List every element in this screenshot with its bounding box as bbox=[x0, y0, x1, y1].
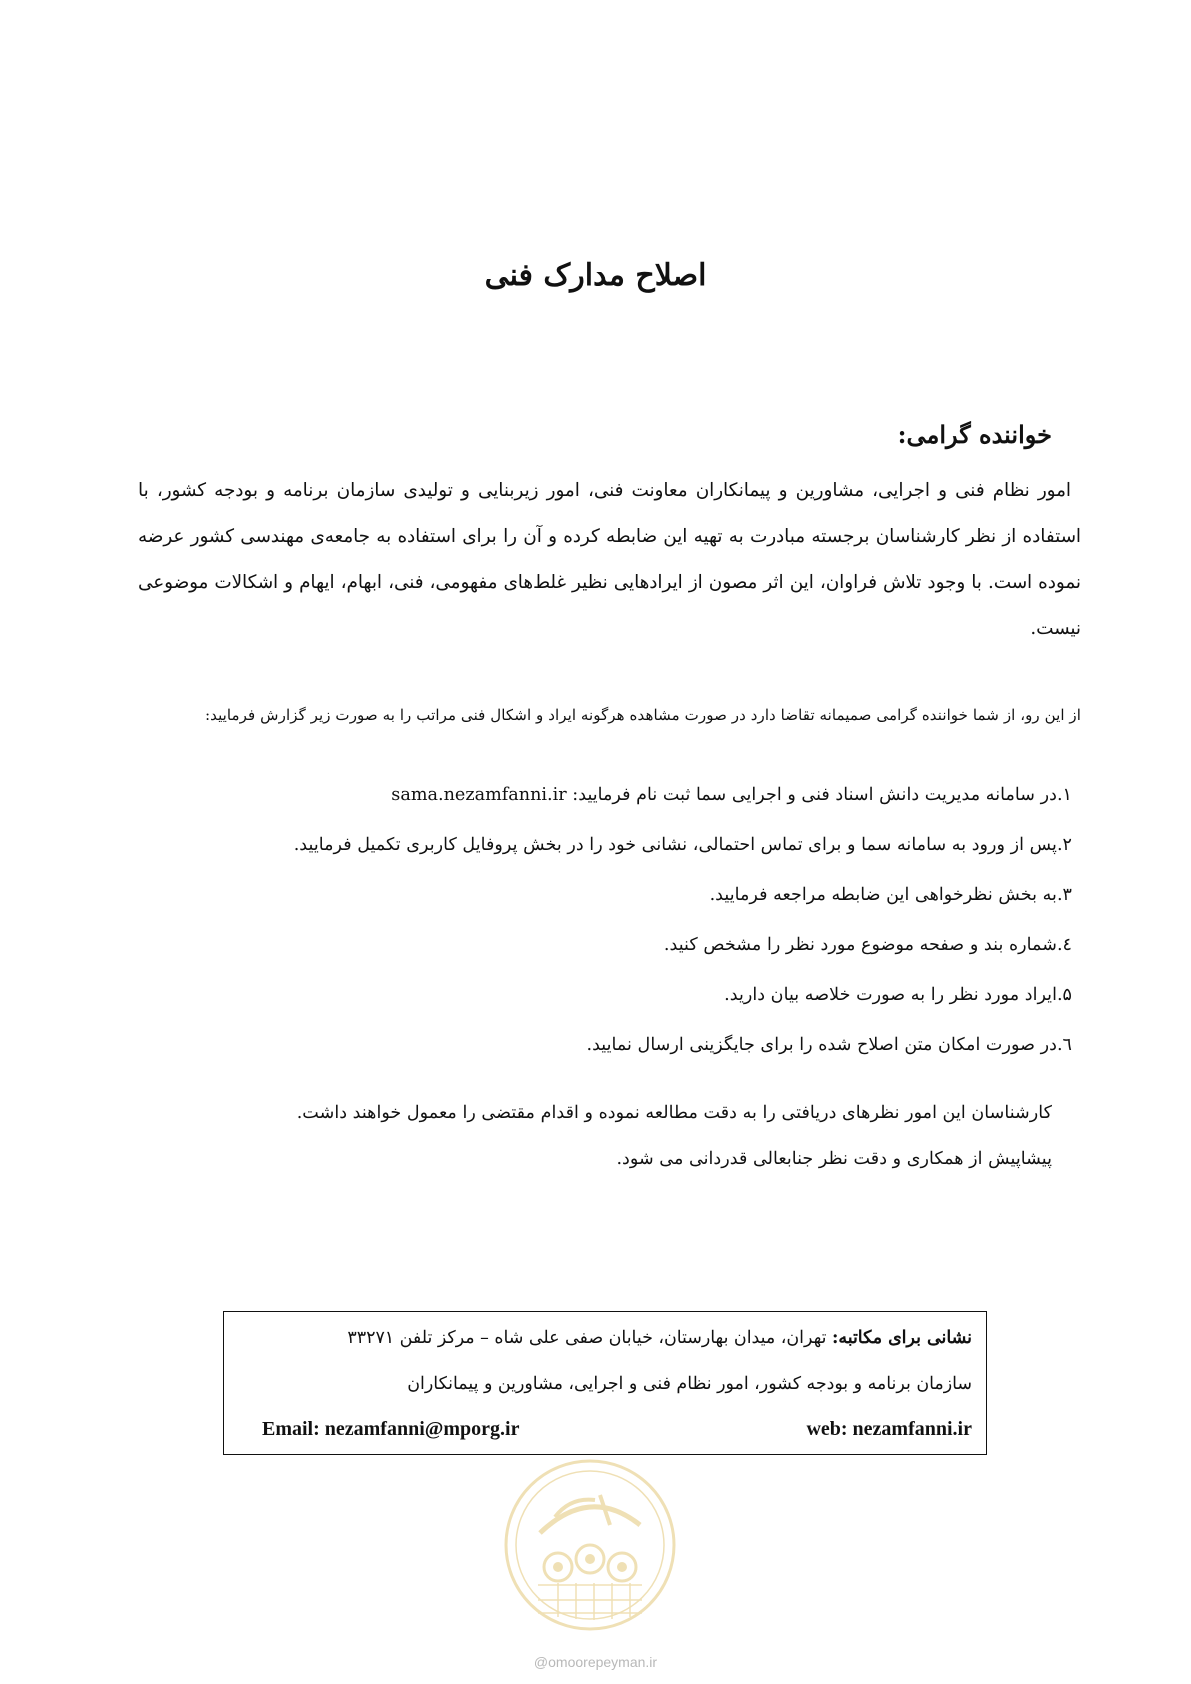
instruction-list bbox=[294, 780, 1072, 1080]
closing-line-1: کارشناسان این امور نظرهای دریافتی را به دقت مطالعه نموده و اقدام مقتضی را معمول خواهند داشت. bbox=[296, 1103, 1052, 1123]
address-text: تهران، میدان بهارستان، خیابان صفی علی شاه – مرکز تلفن ۳۳۲۷۱ bbox=[347, 1328, 832, 1348]
step-number: ۳ bbox=[1062, 885, 1072, 905]
watermark-site: @omoorepeyman.ir bbox=[533, 1654, 658, 1670]
instruction-item bbox=[294, 780, 1072, 830]
contact-website[interactable]: web: nezamfanni.ir bbox=[806, 1418, 972, 1440]
greeting-heading: خواننده گرامی: bbox=[897, 420, 1052, 449]
step-text: .ایراد مورد نظر را به صورت خلاصه بیان دارید. bbox=[724, 985, 1063, 1005]
step-text: .در صورت امکان متن اصلاح شده را برای جایگزینی ارسال نمایید. bbox=[586, 1035, 1063, 1055]
step-text: .به بخش نظرخواهی این ضابطه مراجعه فرمایید. bbox=[709, 885, 1063, 905]
step-number: ۵ bbox=[1062, 985, 1072, 1005]
contact-box bbox=[223, 1311, 987, 1455]
step-text: .در سامانه مدیریت دانش اسناد فنی و اجرایی سما ثبت نام فرمایید: bbox=[566, 785, 1063, 805]
contact-organization: سازمان برنامه و بودجه کشور، امور نظام فنی و اجرایی، مشاورین و پیمانکاران bbox=[407, 1374, 972, 1394]
step-number: ۱ bbox=[1062, 785, 1072, 805]
step-number: ٤ bbox=[1062, 935, 1072, 955]
contact-address bbox=[347, 1328, 972, 1348]
instruction-item bbox=[294, 930, 1072, 980]
address-label: نشانی برای مکاتبه: bbox=[831, 1328, 972, 1348]
closing-line-2: پیشاپیش از همکاری و دقت نظر جنابعالی قدردانی می شود. bbox=[616, 1149, 1052, 1169]
instruction-item bbox=[294, 880, 1072, 930]
step-number: ۲ bbox=[1062, 835, 1072, 855]
step-url[interactable]: sama.nezamfanni.ir bbox=[391, 785, 567, 805]
step-text: .شماره بند و صفحه موضوع مورد نظر را مشخص کنید. bbox=[663, 935, 1063, 955]
document-title: اصلاح مدارک فنی bbox=[484, 258, 707, 293]
request-paragraph: از این رو، از شما خواننده گرامی صمیمانه تقاضا دارد در صورت مشاهده هرگونه ایراد و اشکال فنی مراتب را به صورت زیر گزارش فرمایید: bbox=[205, 706, 1081, 724]
step-text: .پس از ورود به سامانه سما و برای تماس احتمالی، نشانی خود را در بخش پروفایل کاربری تکمیل فرمایید. bbox=[293, 835, 1063, 855]
intro-paragraph: امور نظام فنی و اجرایی، مشاورین و پیمانکاران معاونت فنی، امور زیربنایی و تولیدی سازمان برنامه و بودجه کشور، با استفاده از نظر کارشناسان برجسته مبادرت به تهیه این ضابطه کرده و آن را برای استفاده به جامعه‌ی مهندسی کشور عرضه نموده است. با وجود تلاش فراوان، این اثر مصون از ایرادهایی نظیر غلط‌های مفهومی، فنی، ابهام، ایهام و اشکالات موضوعی نیست. bbox=[138, 480, 1081, 639]
step-number: ٦ bbox=[1062, 1035, 1072, 1055]
instruction-item bbox=[294, 1030, 1072, 1080]
watermark-stamp-icon bbox=[500, 1455, 680, 1635]
contact-email[interactable]: Email: nezamfanni@mporg.ir bbox=[262, 1418, 520, 1440]
instruction-item bbox=[294, 980, 1072, 1030]
closing-paragraph bbox=[297, 1090, 1052, 1182]
instruction-item bbox=[294, 830, 1072, 880]
